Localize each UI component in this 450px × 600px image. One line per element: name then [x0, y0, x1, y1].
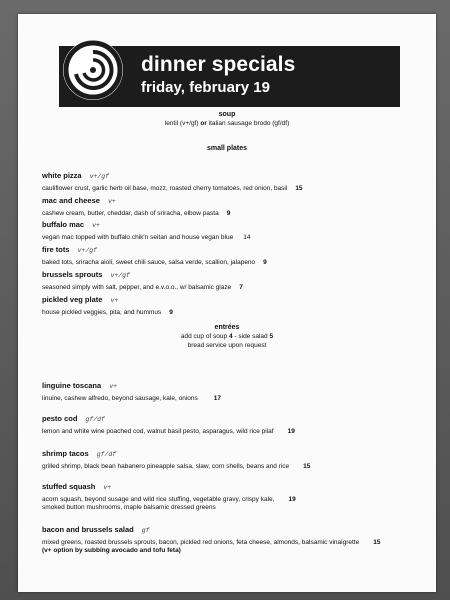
soup-heading: soup — [218, 111, 236, 118]
item-desc: house pickled veggies, pita, and hummus — [42, 309, 162, 316]
swirl-logo-icon — [63, 40, 123, 100]
item-desc: cashew cream, butter, cheddar, dash of sriracha, elbow pasta — [42, 210, 219, 217]
item-desc: linuine, cashew alfredo, beyond sausage, kale, onions — [42, 395, 198, 402]
item-desc: baked tots, sriracha aioli, sweet chili sauce, salsa verde, scallion, jalapeno — [42, 259, 256, 266]
item-diet: gf/df — [96, 451, 117, 458]
addon-soup-price: 4 — [228, 333, 233, 340]
menu-item — [42, 239, 267, 266]
item-price: 14 — [243, 234, 251, 241]
menu-item — [42, 519, 380, 554]
item-price: 19 — [288, 496, 296, 503]
item-name: shrimp tacos — [42, 449, 89, 458]
item-diet: v+ — [109, 383, 117, 390]
item-diet: v+ — [92, 222, 100, 229]
menu-title: dinner specials — [141, 53, 296, 76]
item-price: 9 — [226, 210, 231, 217]
item-price: 17 — [213, 395, 221, 402]
item-diet: gf — [141, 527, 150, 534]
item-desc: seasoned simply with salt, pepper, and e.v.o.o., w/ balsamic glaze — [42, 284, 232, 291]
menu-item — [42, 289, 173, 316]
item-diet: v+ — [110, 297, 119, 304]
item-diet: v+/gf — [89, 173, 110, 180]
menu-item — [42, 443, 310, 470]
item-price: 7 — [239, 284, 243, 291]
header-banner — [59, 46, 400, 107]
item-desc: mixed greens, roasted brussels sprouts, bacon, pickled red onions, feta cheese, almonds, balsamic vinaigrette — [42, 539, 360, 546]
item-desc: cauliflower crust, garlic herb oil base, mozz, roasted cherry tomatoes, red onion, basil — [42, 185, 288, 192]
menu-item — [42, 476, 296, 511]
item-name: fire tots — [42, 245, 70, 254]
item-name: mac and cheese — [42, 196, 100, 205]
soup-option-brodo: italian sausage brodo (gf/df) — [208, 120, 290, 127]
soup-or: or — [200, 120, 207, 127]
item-price: 15 — [373, 539, 381, 546]
item-price: 9 — [169, 309, 173, 316]
item-desc: acorn squash, beyond susage and wild rice stuffing, vegetable gravy, crispy kale, — [42, 496, 275, 503]
item-diet: v+ — [103, 484, 112, 491]
soup-option-lentil: lentil (v+/gf) — [164, 120, 199, 127]
item-name: linguine toscana — [42, 381, 102, 390]
item-diet: v+ — [107, 198, 116, 205]
menu-item — [42, 190, 230, 217]
item-name: bacon and brussels salad — [42, 525, 134, 534]
item-name: white pizza — [42, 171, 82, 180]
soup-options — [18, 120, 436, 127]
item-desc-line-2: (v+ option by subbing avocado and tofu feta) — [42, 547, 181, 554]
menu-item — [42, 264, 243, 291]
item-name: pickled veg plate — [42, 295, 103, 304]
item-price: 15 — [303, 463, 311, 470]
item-name: buffalo mac — [42, 220, 85, 229]
menu-item — [42, 375, 221, 402]
menu-sheet — [18, 14, 436, 592]
item-diet: v+/gf — [110, 272, 130, 279]
menu-date: friday, february 19 — [141, 79, 270, 96]
item-desc-line-2: smoked button mushrooms, maple balsamic dressed greens — [42, 504, 216, 511]
item-price: 19 — [287, 428, 295, 435]
item-desc: vegan mac topped with buffalo chik'n seitan and house vegan blue — [42, 234, 234, 241]
menu-item — [42, 214, 250, 241]
entrees-addon-note — [18, 333, 436, 340]
item-name: pesto cod — [42, 414, 78, 423]
addon-salad: - side salad — [234, 333, 268, 340]
menu-item — [42, 408, 295, 435]
item-desc: grilled shrimp, black bean habanero pineapple salsa, slaw, corn shells, beans and rice — [42, 463, 290, 470]
item-diet: gf/df — [85, 416, 105, 423]
small-plates-heading: small plates — [206, 145, 248, 152]
entrees-heading: entrées — [214, 324, 240, 331]
item-price: 15 — [295, 185, 303, 192]
item-name: stuffed squash — [42, 482, 96, 491]
addon-soup: add cup of soup — [180, 333, 228, 340]
item-diet: v+/gf — [77, 247, 98, 254]
bread-service-note: bread service upon request — [187, 342, 267, 349]
menu-item — [42, 165, 303, 192]
addon-salad-price: 5 — [269, 333, 274, 340]
item-name: brussels sprouts — [42, 270, 103, 279]
item-desc: lemon and white wine poached cod, walnut basil pesto, asparagus, wild rice pilaf — [42, 428, 274, 435]
item-price: 9 — [263, 259, 267, 266]
